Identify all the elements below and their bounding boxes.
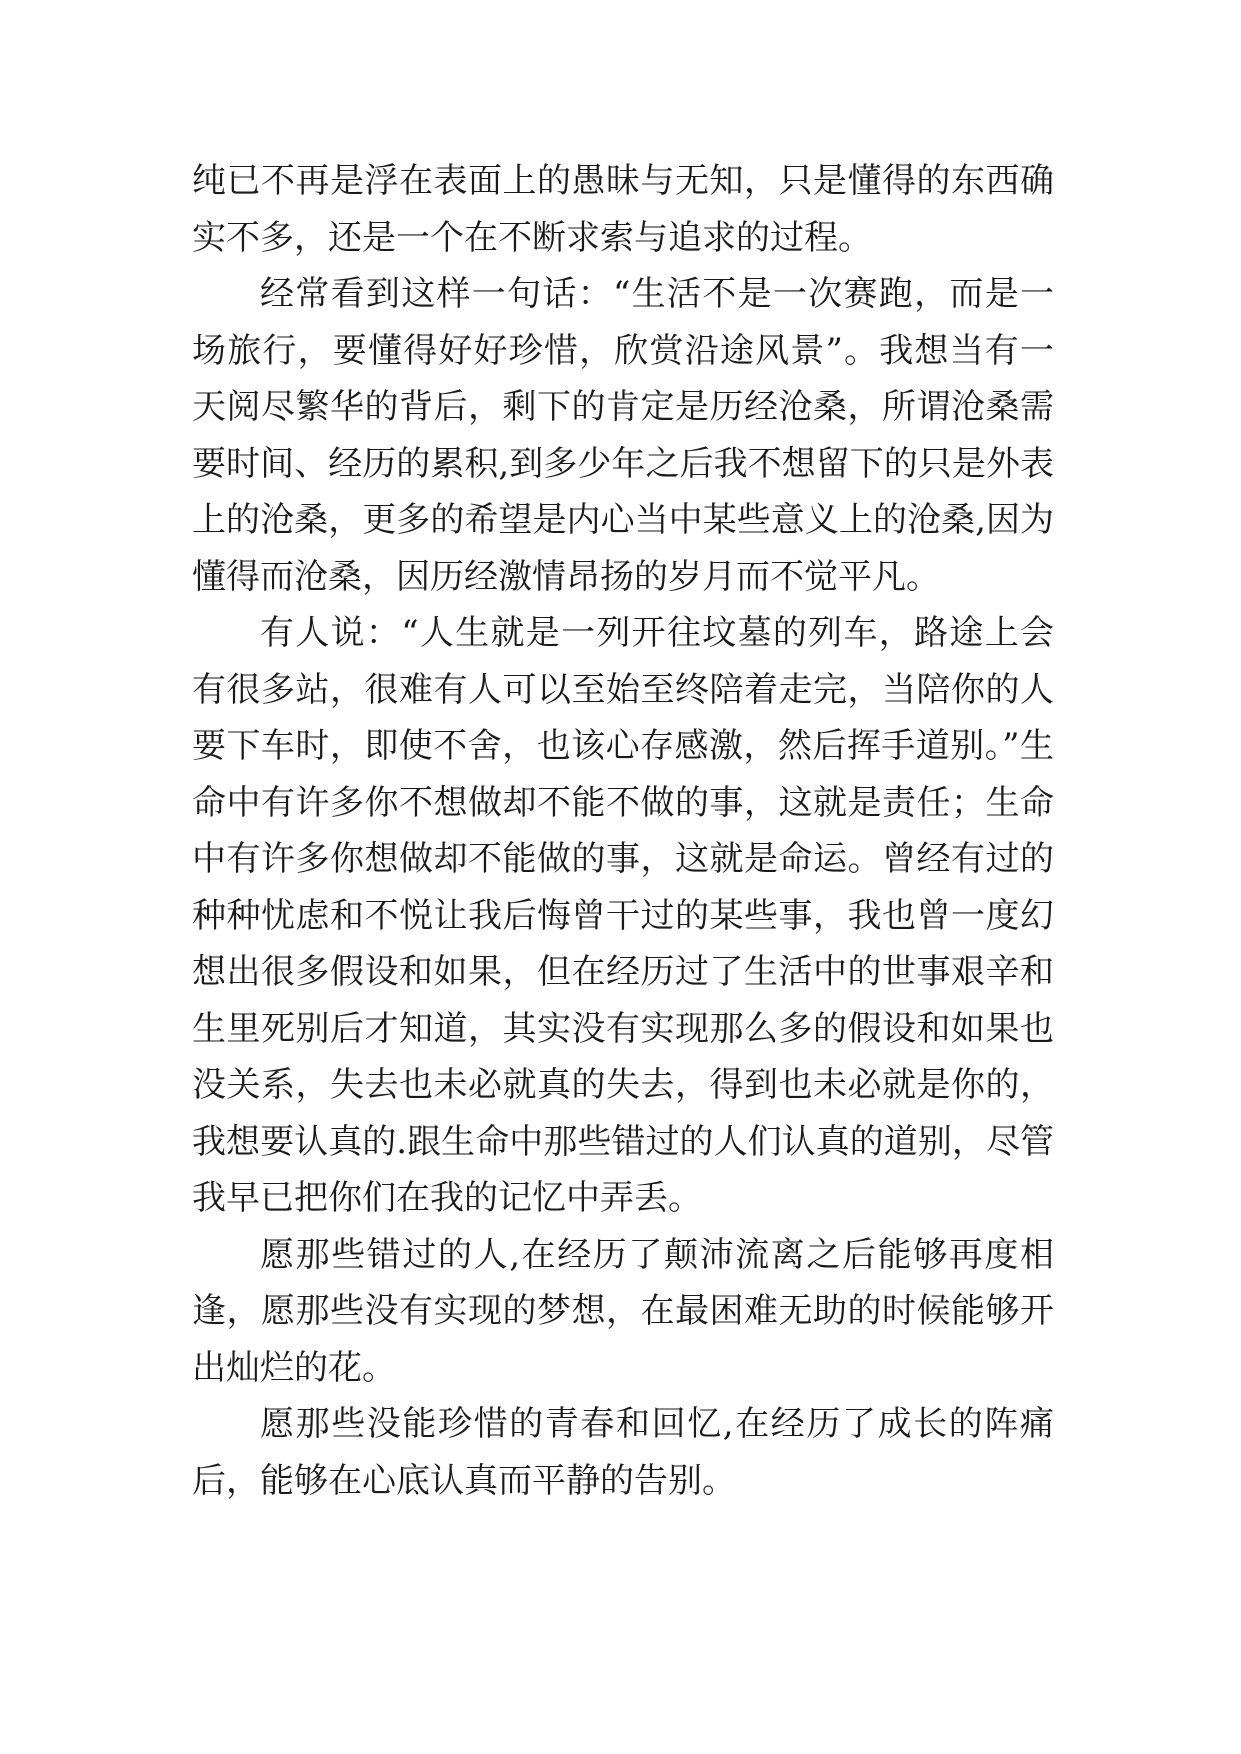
document-body [192,153,1054,1509]
paragraph-2: 经常看到这样一句话：“生活不是一次赛跑，而是一场旅行，要懂得好好珍惜，欣赏沿途风景”。我想当有一天阅尽繁华的背后，剩下的肯定是历经沧桑，所谓沧桑需要时间、经历的累积,到多少年之后我不想留下的只是外表上的沧桑，更多的希望是内心当中某些意义上的沧桑,因为懂得而沧桑，因历经激情昂扬的岁月而不觉平凡。 [192,274,1054,597]
paragraph-4: 愿那些错过的人,在经历了颠沛流离之后能够再度相逢，愿那些没有实现的梦想，在最困难无助的时候能够开出灿烂的花。 [192,1234,1054,1388]
paragraph-5: 愿那些没能珍惜的青春和回忆,在经历了成长的阵痛后，能够在心底认真而平静的告别。 [192,1404,1054,1501]
paragraph-1: 纯已不再是浮在表面上的愚昧与无知，只是懂得的东西确实不多，还是一个在不断求索与追求的过程。 [192,161,1054,258]
paragraph-3: 有人说：“人生就是一列开往坟墓的列车，路途上会有很多站，很难有人可以至始至终陪着走完，当陪你的人要下车时，即使不舍，也该心存感激，然后挥手道别。”生命中有许多你不想做却不能不做的事，这就是责任；生命中有许多你想做却不能做的事，这就是命运。曾经有过的种种忧虑和不悦让我后悔曾干过的某些事，我也曾一度幻想出很多假设和如果，但在经历过了生活中的世事艰辛和生里死别后才知道，其实没有实现那么多的假设和如果也没关系，失去也未必就真的失去，得到也未必就是你的，我想要认真的.跟生命中那些错过的人们认真的道别，尽管我早已把你们在我的记忆中弄丢。 [192,613,1054,1218]
